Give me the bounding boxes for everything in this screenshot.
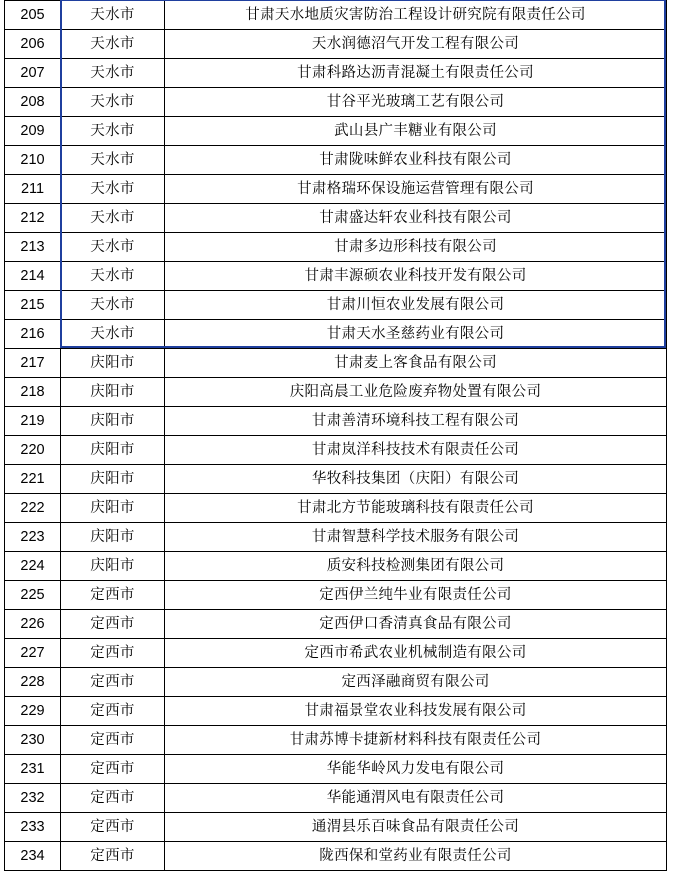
company-name-cell: 华能华岭风力发电有限公司 bbox=[165, 755, 667, 784]
table-row bbox=[5, 146, 667, 175]
company-name-cell: 陇西保和堂药业有限责任公司 bbox=[165, 842, 667, 871]
company-name-cell: 甘肃科路达沥青混凝土有限责任公司 bbox=[165, 59, 667, 88]
company-name-cell: 定西市希武农业机械制造有限公司 bbox=[165, 639, 667, 668]
city-cell: 庆阳市 bbox=[61, 436, 165, 465]
city-cell: 天水市 bbox=[61, 262, 165, 291]
row-number-cell: 234 bbox=[5, 842, 61, 871]
table-row bbox=[5, 378, 667, 407]
city-cell: 庆阳市 bbox=[61, 349, 165, 378]
company-name-cell: 定西泽融商贸有限公司 bbox=[165, 668, 667, 697]
company-name-cell: 甘肃北方节能玻璃科技有限责任公司 bbox=[165, 494, 667, 523]
row-number-cell: 232 bbox=[5, 784, 61, 813]
city-cell: 定西市 bbox=[61, 610, 165, 639]
table-row bbox=[5, 436, 667, 465]
table-row bbox=[5, 59, 667, 88]
company-name-cell: 甘肃天水地质灾害防治工程设计研究院有限责任公司 bbox=[165, 1, 667, 30]
table-row bbox=[5, 581, 667, 610]
company-name-cell: 华牧科技集团（庆阳）有限公司 bbox=[165, 465, 667, 494]
company-name-cell: 甘肃智慧科学技术服务有限公司 bbox=[165, 523, 667, 552]
row-number-cell: 219 bbox=[5, 407, 61, 436]
company-name-cell: 甘肃川恒农业发展有限公司 bbox=[165, 291, 667, 320]
table-row bbox=[5, 291, 667, 320]
company-name-cell: 武山县广丰糖业有限公司 bbox=[165, 117, 667, 146]
table-row bbox=[5, 755, 667, 784]
company-listing-table bbox=[4, 0, 667, 871]
city-cell: 天水市 bbox=[61, 320, 165, 349]
city-cell: 定西市 bbox=[61, 842, 165, 871]
company-name-cell: 甘肃格瑞环保设施运营管理有限公司 bbox=[165, 175, 667, 204]
table-row bbox=[5, 726, 667, 755]
city-cell: 定西市 bbox=[61, 639, 165, 668]
table-row bbox=[5, 117, 667, 146]
company-name-cell: 甘肃天水圣慈药业有限公司 bbox=[165, 320, 667, 349]
row-number-cell: 208 bbox=[5, 88, 61, 117]
row-number-cell: 206 bbox=[5, 30, 61, 59]
row-number-cell: 207 bbox=[5, 59, 61, 88]
company-name-cell: 甘肃陇味鲜农业科技有限公司 bbox=[165, 146, 667, 175]
row-number-cell: 221 bbox=[5, 465, 61, 494]
row-number-cell: 220 bbox=[5, 436, 61, 465]
row-number-cell: 226 bbox=[5, 610, 61, 639]
city-cell: 天水市 bbox=[61, 175, 165, 204]
table-row bbox=[5, 233, 667, 262]
row-number-cell: 228 bbox=[5, 668, 61, 697]
table-row bbox=[5, 813, 667, 842]
table-row bbox=[5, 523, 667, 552]
company-name-cell: 甘肃苏博卡捷新材料科技有限责任公司 bbox=[165, 726, 667, 755]
row-number-cell: 205 bbox=[5, 1, 61, 30]
company-name-cell: 质安科技检测集团有限公司 bbox=[165, 552, 667, 581]
company-name-cell: 天水润德沼气开发工程有限公司 bbox=[165, 30, 667, 59]
company-name-cell: 甘肃麦上客食品有限公司 bbox=[165, 349, 667, 378]
city-cell: 天水市 bbox=[61, 291, 165, 320]
company-name-cell: 甘肃盛达轩农业科技有限公司 bbox=[165, 204, 667, 233]
city-cell: 定西市 bbox=[61, 668, 165, 697]
table-row bbox=[5, 88, 667, 117]
company-name-cell: 定西伊口香清真食品有限公司 bbox=[165, 610, 667, 639]
company-name-cell: 华能通渭风电有限责任公司 bbox=[165, 784, 667, 813]
row-number-cell: 212 bbox=[5, 204, 61, 233]
table-row bbox=[5, 552, 667, 581]
row-number-cell: 233 bbox=[5, 813, 61, 842]
row-number-cell: 211 bbox=[5, 175, 61, 204]
row-number-cell: 231 bbox=[5, 755, 61, 784]
city-cell: 庆阳市 bbox=[61, 378, 165, 407]
table-row bbox=[5, 494, 667, 523]
row-number-cell: 225 bbox=[5, 581, 61, 610]
city-cell: 定西市 bbox=[61, 581, 165, 610]
table-row bbox=[5, 320, 667, 349]
row-number-cell: 227 bbox=[5, 639, 61, 668]
city-cell: 定西市 bbox=[61, 697, 165, 726]
city-cell: 定西市 bbox=[61, 813, 165, 842]
city-cell: 天水市 bbox=[61, 59, 165, 88]
company-name-cell: 甘谷平光玻璃工艺有限公司 bbox=[165, 88, 667, 117]
table-row bbox=[5, 262, 667, 291]
row-number-cell: 218 bbox=[5, 378, 61, 407]
company-name-cell: 甘肃多边形科技有限公司 bbox=[165, 233, 667, 262]
table-row bbox=[5, 784, 667, 813]
table-row bbox=[5, 349, 667, 378]
city-cell: 天水市 bbox=[61, 30, 165, 59]
city-cell: 天水市 bbox=[61, 1, 165, 30]
row-number-cell: 209 bbox=[5, 117, 61, 146]
city-cell: 天水市 bbox=[61, 88, 165, 117]
row-number-cell: 224 bbox=[5, 552, 61, 581]
city-cell: 庆阳市 bbox=[61, 465, 165, 494]
city-cell: 庆阳市 bbox=[61, 407, 165, 436]
table-row bbox=[5, 668, 667, 697]
company-name-cell: 通渭县乐百味食品有限责任公司 bbox=[165, 813, 667, 842]
city-cell: 天水市 bbox=[61, 146, 165, 175]
row-number-cell: 217 bbox=[5, 349, 61, 378]
row-number-cell: 230 bbox=[5, 726, 61, 755]
table-row bbox=[5, 175, 667, 204]
table-row bbox=[5, 842, 667, 871]
city-cell: 天水市 bbox=[61, 204, 165, 233]
company-name-cell: 定西伊兰纯牛业有限责任公司 bbox=[165, 581, 667, 610]
city-cell: 庆阳市 bbox=[61, 552, 165, 581]
city-cell: 天水市 bbox=[61, 117, 165, 146]
row-number-cell: 229 bbox=[5, 697, 61, 726]
table-row bbox=[5, 204, 667, 233]
city-cell: 定西市 bbox=[61, 755, 165, 784]
city-cell: 定西市 bbox=[61, 726, 165, 755]
row-number-cell: 213 bbox=[5, 233, 61, 262]
row-number-cell: 210 bbox=[5, 146, 61, 175]
row-number-cell: 216 bbox=[5, 320, 61, 349]
row-number-cell: 222 bbox=[5, 494, 61, 523]
company-name-cell: 甘肃丰源硕农业科技开发有限公司 bbox=[165, 262, 667, 291]
table-row bbox=[5, 639, 667, 668]
table-body bbox=[5, 1, 667, 871]
table-row bbox=[5, 610, 667, 639]
city-cell: 庆阳市 bbox=[61, 523, 165, 552]
company-name-cell: 甘肃岚洋科技技术有限责任公司 bbox=[165, 436, 667, 465]
table-row bbox=[5, 1, 667, 30]
table-row bbox=[5, 465, 667, 494]
city-cell: 定西市 bbox=[61, 784, 165, 813]
row-number-cell: 214 bbox=[5, 262, 61, 291]
company-name-cell: 甘肃善清环境科技工程有限公司 bbox=[165, 407, 667, 436]
row-number-cell: 215 bbox=[5, 291, 61, 320]
city-cell: 天水市 bbox=[61, 233, 165, 262]
table-row bbox=[5, 407, 667, 436]
table-row bbox=[5, 30, 667, 59]
row-number-cell: 223 bbox=[5, 523, 61, 552]
city-cell: 庆阳市 bbox=[61, 494, 165, 523]
company-name-cell: 甘肃福景堂农业科技发展有限公司 bbox=[165, 697, 667, 726]
company-name-cell: 庆阳高晨工业危险废弃物处置有限公司 bbox=[165, 378, 667, 407]
table-row bbox=[5, 697, 667, 726]
